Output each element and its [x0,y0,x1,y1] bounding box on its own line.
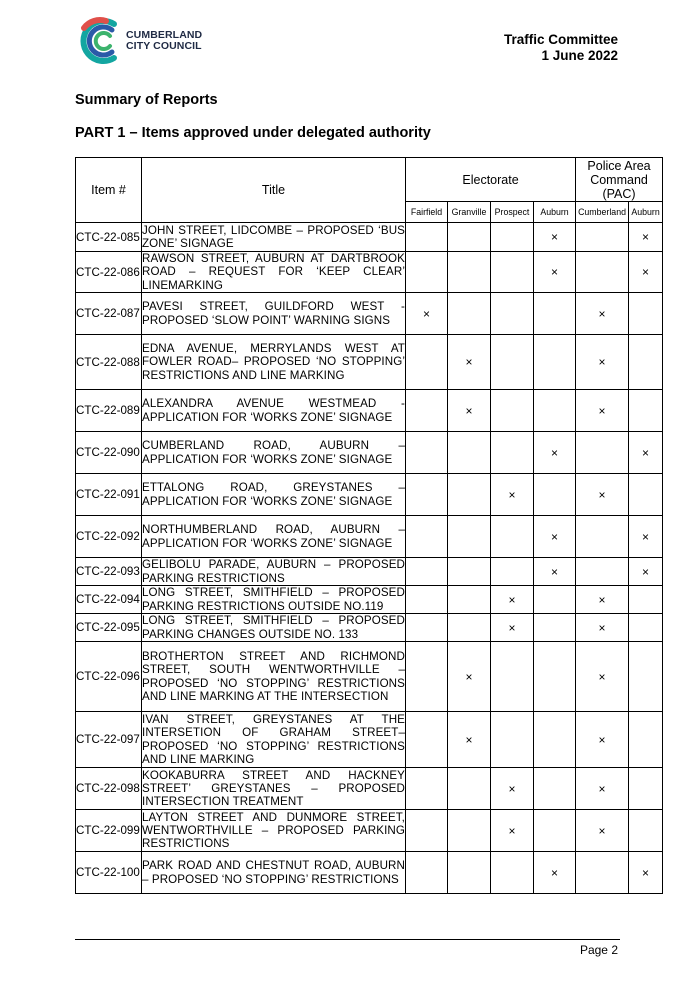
mark-cell-prospect [491,558,534,586]
item-number: CTC-22-093 [76,558,142,586]
item-number: CTC-22-088 [76,335,142,390]
table-row [76,335,663,390]
item-number: CTC-22-097 [76,712,142,768]
report-title: JOHN STREET, LIDCOMBE – PROPOSED ‘BUS ZONE’ SIGNAGE [142,223,405,250]
mark-cell-cumberland-pac: × [576,768,629,810]
column-header-title: Title [142,158,406,223]
table-row [76,586,663,614]
mark-cell-prospect [491,712,534,768]
mark-cell-auburn-pac: × [629,852,663,894]
mark-cell-auburn-pac [629,335,663,390]
mark-cell-cumberland-pac: × [576,810,629,852]
mark-cell-fairfield [406,474,448,516]
item-number: CTC-22-092 [76,516,142,558]
page-number: Page 2 [579,943,618,957]
item-number: CTC-22-089 [76,390,142,432]
mark-cell-auburn-electorate [534,293,576,335]
table-row [76,768,663,810]
mark-cell-fairfield [406,390,448,432]
mark-cell-auburn-electorate: × [534,223,576,252]
mark-cell-auburn-electorate [534,614,576,642]
mark-cell-prospect [491,516,534,558]
mark-cell-fairfield [406,335,448,390]
council-name-line1: CUMBERLAND [126,29,203,41]
item-number: CTC-22-090 [76,432,142,474]
mark-cell-auburn-pac [629,586,663,614]
report-title: IVAN STREET, GREYSTANES AT THE INTERSETION OF GRAHAM STREET– PROPOSED ‘NO STOPPING’ RESTRICTIONS AND LINE MARKING [142,712,405,766]
footer-divider [75,939,620,940]
mark-cell-fairfield [406,432,448,474]
mark-cell-granville [448,810,491,852]
mark-cell-cumberland-pac: × [576,586,629,614]
report-title: LAYTON STREET AND DUNMORE STREET, WENTWORTHVILLE – PROPOSED PARKING RESTRICTIONS [142,810,405,851]
mark-cell-auburn-pac [629,810,663,852]
table-row [76,390,663,432]
mark-cell-auburn-electorate [534,712,576,768]
mark-cell-granville [448,516,491,558]
mark-cell-auburn-electorate [534,642,576,712]
mark-cell-granville: × [448,642,491,712]
mark-cell-granville: × [448,390,491,432]
report-title: BROTHERTON STREET AND RICHMOND STREET, SOUTH WENTWORTHVILLE – PROPOSED ‘NO STOPPING’ RESTRICTIONS AND LINE MARKING AT THE INTERSECTION [142,642,406,712]
report-title: CUMBERLAND ROAD, AUBURN – APPLICATION FOR ‘WORKS ZONE’ SIGNAGE [142,432,406,474]
council-name [126,30,202,52]
mark-cell-granville [448,223,491,252]
mark-cell-cumberland-pac [576,223,629,252]
mark-cell-granville [448,293,491,335]
table-row [76,223,663,252]
report-title: GELIBOLU PARADE, AUBURN – PROPOSED PARKING RESTRICTIONS [142,558,405,585]
mark-cell-prospect [491,252,534,293]
mark-cell-cumberland-pac [576,432,629,474]
mark-cell-prospect: × [491,474,534,516]
mark-cell-fairfield [406,558,448,586]
mark-cell-prospect: × [491,614,534,642]
mark-cell-auburn-pac [629,642,663,712]
mark-cell-prospect [491,293,534,335]
report-title: RAWSON STREET, AUBURN AT DARTBROOK ROAD – REQUEST FOR ‘KEEP CLEAR’ LINEMARKING [142,252,405,292]
mark-cell-cumberland-pac: × [576,335,629,390]
mark-cell-auburn-electorate [534,335,576,390]
mark-cell-fairfield [406,642,448,712]
table-row [76,516,663,558]
item-number: CTC-22-100 [76,852,142,894]
mark-cell-cumberland-pac: × [576,293,629,335]
report-title: KOOKABURRA STREET AND HACKNEY STREET’ GREYSTANES – PROPOSED INTERSECTION TREATMENT [142,768,405,809]
mark-cell-auburn-pac: × [629,432,663,474]
mark-cell-prospect [491,852,534,894]
subheader-auburn-electorate: Auburn [534,202,576,223]
subheader-granville: Granville [448,202,491,223]
mark-cell-auburn-electorate [534,768,576,810]
subheader-fairfield: Fairfield [406,202,448,223]
mark-cell-auburn-electorate: × [534,432,576,474]
item-number: CTC-22-086 [76,252,142,293]
item-number: CTC-22-096 [76,642,142,712]
mark-cell-auburn-pac [629,768,663,810]
item-number: CTC-22-085 [76,223,142,252]
mark-cell-cumberland-pac [576,516,629,558]
document-meta [504,32,618,64]
table-row [76,810,663,852]
mark-cell-fairfield [406,768,448,810]
mark-cell-auburn-pac [629,474,663,516]
mark-cell-granville: × [448,335,491,390]
mark-cell-granville [448,768,491,810]
report-title: LONG STREET, SMITHFIELD – PROPOSED PARKING CHANGES OUTSIDE NO. 133 [142,614,405,641]
mark-cell-prospect [491,223,534,252]
mark-cell-prospect: × [491,768,534,810]
mark-cell-granville [448,252,491,293]
council-name-line2: CITY COUNCIL [126,40,202,52]
mark-cell-fairfield [406,586,448,614]
meeting-date: 1 June 2022 [541,48,618,63]
table-row [76,432,663,474]
mark-cell-cumberland-pac: × [576,474,629,516]
mark-cell-auburn-electorate: × [534,852,576,894]
mark-cell-prospect [491,432,534,474]
group-header-electorate: Electorate [406,158,576,202]
reports-table-body [76,223,663,894]
table-row [76,642,663,712]
mark-cell-prospect: × [491,586,534,614]
mark-cell-auburn-pac [629,390,663,432]
mark-cell-fairfield [406,712,448,768]
council-logo-icon [76,14,124,68]
mark-cell-auburn-electorate: × [534,516,576,558]
mark-cell-granville [448,474,491,516]
mark-cell-auburn-electorate: × [534,252,576,293]
mark-cell-auburn-pac: × [629,252,663,293]
table-row [76,293,663,335]
mark-cell-cumberland-pac: × [576,390,629,432]
mark-cell-prospect [491,335,534,390]
mark-cell-fairfield [406,252,448,293]
mark-cell-prospect [491,642,534,712]
mark-cell-granville [448,558,491,586]
table-row [76,614,663,642]
mark-cell-granville [448,614,491,642]
mark-cell-auburn-electorate: × [534,558,576,586]
mark-cell-prospect: × [491,810,534,852]
committee-name: Traffic Committee [503,32,618,47]
council-logo [76,14,206,68]
table-row [76,712,663,768]
mark-cell-auburn-electorate [534,390,576,432]
mark-cell-fairfield: × [406,293,448,335]
report-title: LONG STREET, SMITHFIELD – PROPOSED PARKING RESTRICTIONS OUTSIDE NO.119 [142,586,405,613]
mark-cell-granville [448,432,491,474]
mark-cell-auburn-pac [629,293,663,335]
mark-cell-granville [448,852,491,894]
mark-cell-auburn-electorate [534,810,576,852]
table-row [76,474,663,516]
mark-cell-auburn-electorate [534,474,576,516]
item-number: CTC-22-094 [76,586,142,614]
mark-cell-cumberland-pac: × [576,614,629,642]
report-title: PAVESI STREET, GUILDFORD WEST - PROPOSED ‘SLOW POINT’ WARNING SIGNS [142,293,406,335]
group-header-pac: Police Area Command (PAC) [576,158,663,202]
mark-cell-fairfield [406,516,448,558]
mark-cell-auburn-pac: × [629,558,663,586]
mark-cell-fairfield [406,223,448,252]
mark-cell-fairfield [406,810,448,852]
mark-cell-auburn-pac: × [629,223,663,252]
item-number: CTC-22-098 [76,768,142,810]
mark-cell-cumberland-pac: × [576,712,629,768]
column-header-item: Item # [76,158,142,223]
item-number: CTC-22-095 [76,614,142,642]
report-title: EDNA AVENUE, MERRYLANDS WEST AT FOWLER ROAD– PROPOSED ‘NO STOPPING’ RESTRICTIONS AND LINE MARKING [142,335,406,390]
mark-cell-auburn-pac: × [629,516,663,558]
reports-table [75,157,663,894]
mark-cell-cumberland-pac [576,252,629,293]
table-row [76,558,663,586]
mark-cell-cumberland-pac [576,558,629,586]
mark-cell-prospect [491,390,534,432]
mark-cell-cumberland-pac: × [576,642,629,712]
item-number: CTC-22-087 [76,293,142,335]
part1-heading: PART 1 – Items approved under delegated authority [75,125,431,141]
item-number: CTC-22-091 [76,474,142,516]
subheader-prospect: Prospect [491,202,534,223]
subheader-auburn-pac: Auburn [629,202,663,223]
mark-cell-auburn-pac [629,614,663,642]
mark-cell-auburn-electorate [534,586,576,614]
table-row [76,252,663,293]
mark-cell-granville: × [448,712,491,768]
item-number: CTC-22-099 [76,810,142,852]
mark-cell-cumberland-pac [576,852,629,894]
mark-cell-granville [448,586,491,614]
report-title: NORTHUMBERLAND ROAD, AUBURN – APPLICATION FOR ‘WORKS ZONE’ SIGNAGE [142,516,406,558]
table-header-row [76,158,663,202]
report-title: PARK ROAD AND CHESTNUT ROAD, AUBURN – PROPOSED ‘NO STOPPING’ RESTRICTIONS [142,852,406,894]
table-row [76,852,663,894]
mark-cell-fairfield [406,614,448,642]
report-title: ETTALONG ROAD, GREYSTANES – APPLICATION FOR ‘WORKS ZONE’ SIGNAGE [142,474,406,516]
summary-heading: Summary of Reports [75,92,218,108]
subheader-cumberland-pac: Cumberland [576,202,629,223]
mark-cell-auburn-pac [629,712,663,768]
mark-cell-fairfield [406,852,448,894]
report-title: ALEXANDRA AVENUE WESTMEAD - APPLICATION FOR ‘WORKS ZONE’ SIGNAGE [142,390,406,432]
